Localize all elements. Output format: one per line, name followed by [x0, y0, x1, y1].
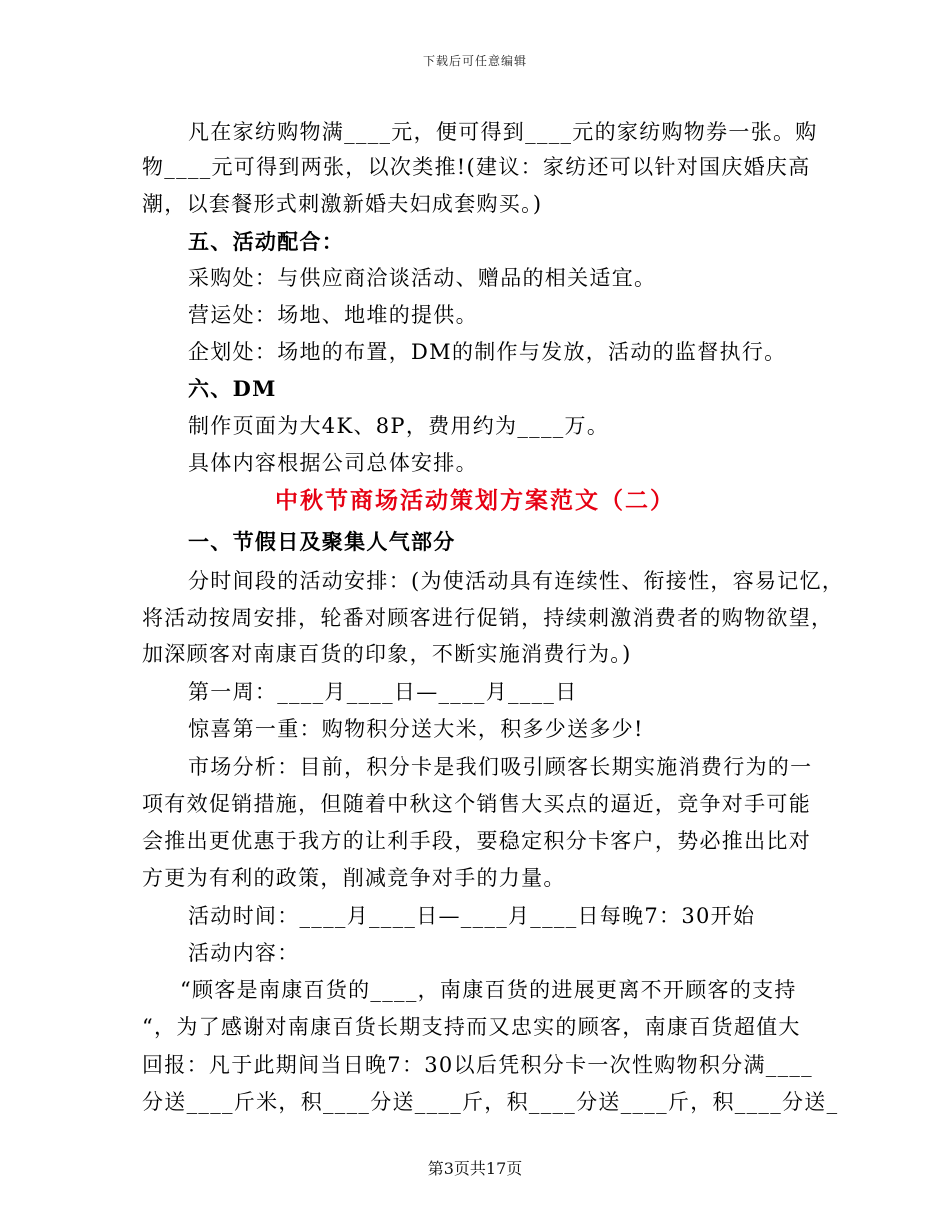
paragraph-line: 活动时间：____月____日—____月____日每晚7：30开始 — [188, 904, 756, 928]
document-title: 中秋节商场活动策划方案范文（二） — [275, 487, 675, 514]
page-footer: 第3页共17页 — [427, 1159, 523, 1178]
paragraph-line: “顾客是南康百货的____，南康百货的进展更离不开顾客的支持 — [180, 978, 797, 1002]
paragraph-line: 惊喜第一重：购物积分送大米，积多少送多少! — [188, 717, 644, 741]
paragraph-line: 采购处：与供应商洽谈活动、赠品的相关适宜。 — [188, 266, 657, 290]
paragraph-line: 加深顾客对南康百货的印象，不断实施消费行为。) — [142, 642, 632, 666]
paragraph-line: 方更为有利的政策，削减竞争对手的力量。 — [142, 866, 566, 890]
paragraph-line: 第一周：____月____日—____月____日 — [188, 680, 578, 704]
paragraph-line: 将活动按周安排，轮番对顾客进行促销，持续刺激消费者的购物欲望， — [142, 606, 834, 630]
paragraph-line: 营运处：场地、地堆的提供。 — [188, 303, 478, 327]
paragraph-line: 活动内容： — [188, 941, 300, 965]
paragraph-line: 企划处：场地的布置，DM的制作与发放，活动的监督执行。 — [188, 340, 787, 364]
paragraph-line: 回报：凡于此期间当日晚7：30以后凭积分卡一次性购物积分满____ — [142, 1053, 813, 1077]
paragraph-line: 分时间段的活动安排：(为使活动具有连续性、衔接性，容易记忆， — [188, 569, 845, 593]
paragraph-line: 制作页面为大4K、8P，费用约为____万。 — [188, 414, 610, 438]
paragraph-line: 潮，以套餐形式刺激新婚夫妇成套购买。) — [142, 192, 543, 216]
paragraph-line: 市场分析：目前，积分卡是我们吸引顾客长期实施消费行为的一 — [188, 755, 813, 779]
paragraph-line: 会推出更优惠于我方的让利手段，要稳定积分卡客户，势必推出比对 — [142, 829, 811, 853]
paragraph-line: 分送____斤米，积____分送____斤，积____分送____斤，积____分送_ — [142, 1090, 839, 1114]
paragraph-line: 物____元可得到两张，以次类推!(建议：家纺还可以针对国庆婚庆高 — [142, 155, 811, 179]
paragraph-line: 凡在家纺购物满____元，便可得到____元的家纺购物券一张。购 — [188, 120, 818, 144]
paragraph-line: 项有效促销措施，但随着中秋这个销售大买点的逼近，竞争对手可能 — [142, 792, 811, 816]
section-heading: 一、节假日及聚集人气部分 — [188, 529, 456, 554]
paragraph-line: “，为了感谢对南康百货长期支持而又忠实的顾客，南康百货超值大 — [142, 1015, 801, 1039]
section-heading: 六、DM — [188, 376, 277, 401]
section-heading: 五、活动配合： — [188, 229, 345, 254]
page-header: 下载后可任意编辑 — [422, 54, 527, 68]
paragraph-line: 具体内容根据公司总体安排。 — [188, 451, 478, 475]
